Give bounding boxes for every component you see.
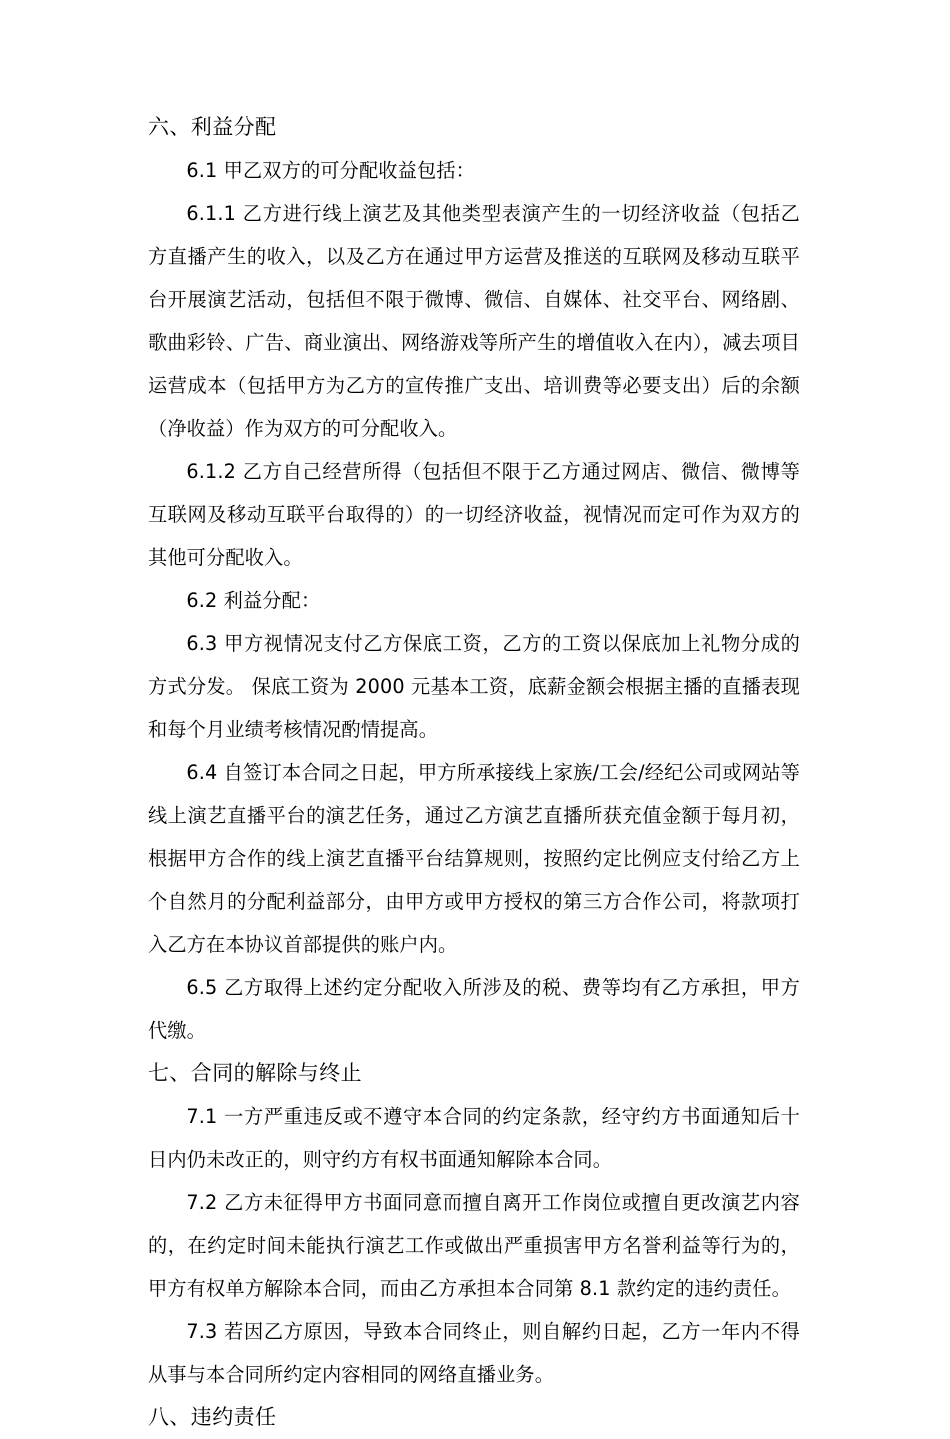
section-heading-eight: 八、违约责任 <box>148 1405 277 1429</box>
clause-6-1-1: 6.1.1 乙方进行线上演艺及其他类型表演产生的一切经济收益（包括乙方直播产生的收入，以及乙方在通过甲方运营及推送的互联网及移动互联平台开展演艺活动，包括但不限于微博、微信、自媒体、社交平台、网络剧、歌曲彩铃、广告、商业演出、网络游戏等所产生的增值收入在内），减去项目运营成本（包括甲方为乙方的宣传推广支出、培训费等必要支出）后的余额（净收益）作为双方的可分配收入。 <box>148 202 800 440</box>
clause-7-3: 7.3 若因乙方原因，导致本合同终止，则自解约日起，乙方一年内不得从事与本合同所约定内容相同的网络直播业务。 <box>148 1320 800 1386</box>
clause-6-1: 6.1 甲乙双方的可分配收益包括： <box>186 159 475 182</box>
clause-6-4: 6.4 自签订本合同之日起，甲方所承接线上家族/工会/经纪公司或网站等线上演艺直播平台的演艺任务，通过乙方演艺直播所获充值金额于每月初，根据甲方合作的线上演艺直播平台结算规则，按照约定比例应支付给乙方上个自然月的分配利益部分，由甲方或甲方授权的第三方合作公司，将款项打入乙方在本协议首部提供的账户内。 <box>148 761 800 956</box>
clause-6-3: 6.3 甲方视情况支付乙方保底工资，乙方的工资以保底加上礼物分成的方式分发。 保底工资为 2000 元基本工资，底薪金额会根据主播的直播表现和每个月业绩考核情况酌情提高。 <box>148 632 800 741</box>
section-heading-seven: 七、合同的解除与终止 <box>148 1061 362 1085</box>
clause-6-1-2: 6.1.2 乙方自己经营所得（包括但不限于乙方通过网店、微信、微博等互联网及移动互联平台取得的）的一切经济收益，视情况而定可作为双方的其他可分配收入。 <box>148 460 800 569</box>
clause-7-2: 7.2 乙方未征得甲方书面同意而擅自离开工作岗位或擅自更改演艺内容的，在约定时间未能执行演艺工作或做出严重损害甲方名誉利益等行为的，甲方有权单方解除本合同，而由乙方承担本合同第 8.1 款约定的违约责任。 <box>148 1191 800 1300</box>
clause-6-2: 6.2 利益分配： <box>186 589 321 612</box>
clause-7-1: 7.1 一方严重违反或不遵守本合同的约定条款，经守约方书面通知后十日内仍未改正的，则守约方有权书面通知解除本合同。 <box>148 1105 800 1171</box>
section-heading-six: 六、利益分配 <box>148 115 277 139</box>
clause-6-5: 6.5 乙方取得上述约定分配收入所涉及的税、费等均有乙方承担，甲方代缴。 <box>148 976 800 1042</box>
document-body <box>148 106 800 1439</box>
